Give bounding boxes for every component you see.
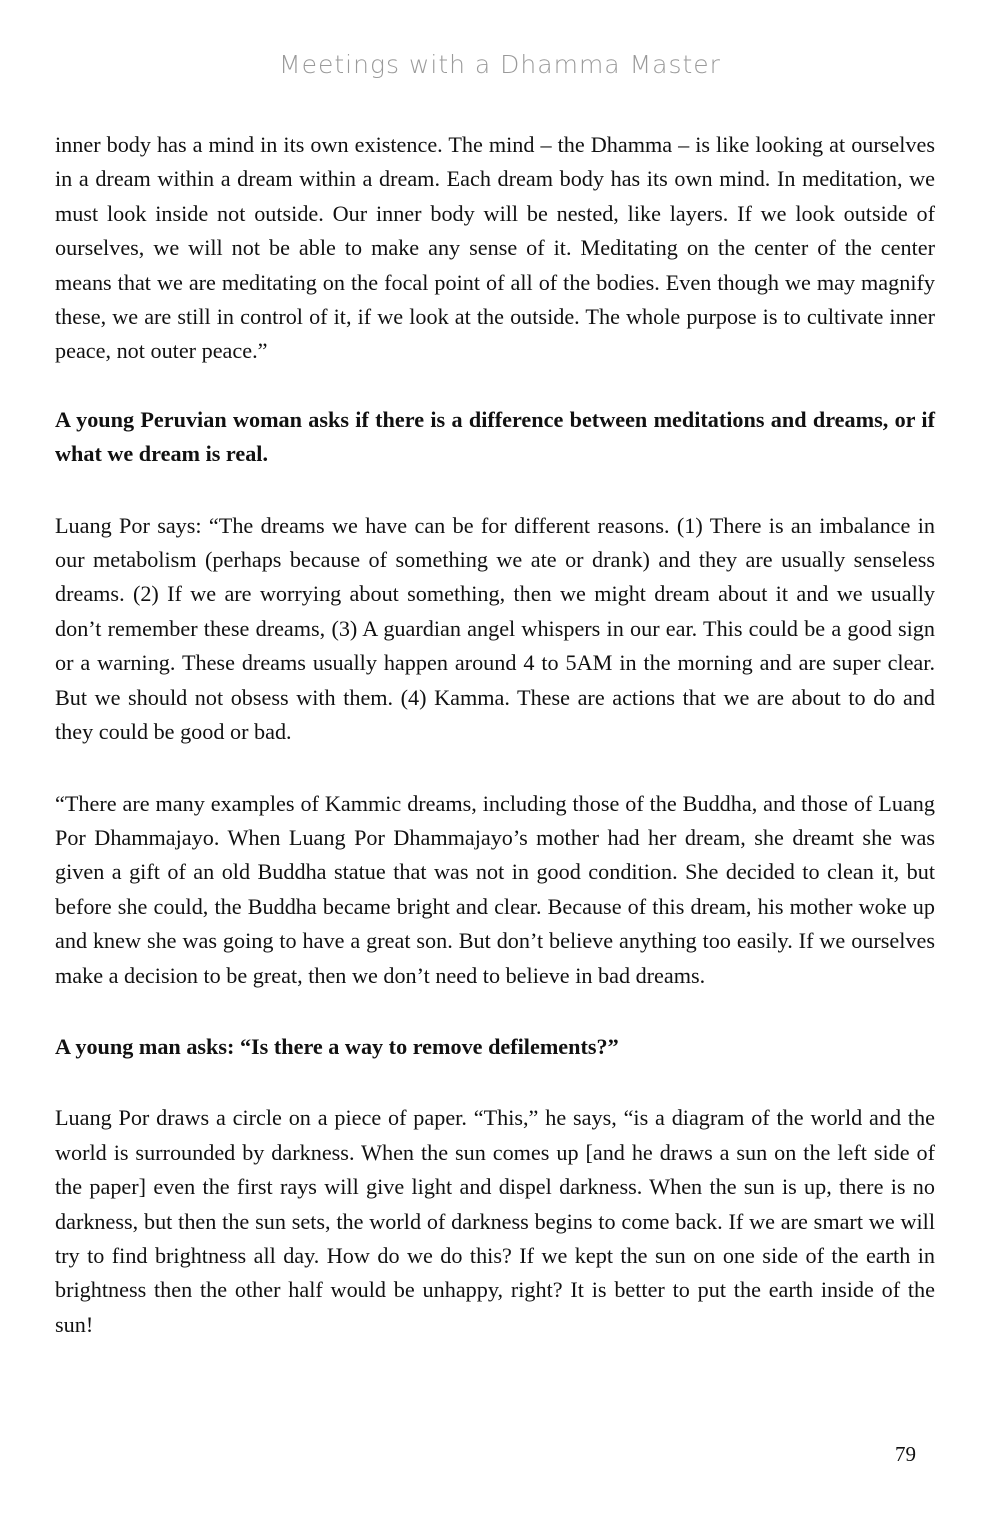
paragraph-gap: [55, 1064, 935, 1101]
running-head: Meetings with a Dhamma Master: [279, 50, 721, 79]
paragraph-gap: [55, 472, 935, 509]
page-number: 79: [895, 1442, 916, 1466]
paragraph-gap: [55, 993, 935, 1030]
paragraph-sun-diagram: Luang Por draws a circle on a piece of paper. “This,” he says, “is a diagram of the world and the world is surrounded by darkness. When the sun comes up [and he draws a sun on the left side of the paper] even the first rays will give light and dispel darkness. When the sun is up, there is no darkness, but then the sun sets, the world of darkness begins to come back. If we are smart we will try to find brightness all day. How do we do this? If we kept the sun on one side of the earth in brightness then the other half would be unhappy, right? It is better to put the earth inside of the sun!: [55, 1105, 935, 1337]
paragraph-gap: [55, 750, 935, 787]
paragraph-dream-reasons: Luang Por says: “The dreams we have can be for different reasons. (1) There is an imbalance in our metabolism (perhaps because of something we ate or drank) and they are usually senseless dreams. (2) If we are worrying about something, then we might dream about it and we usually don’t remember these dreams, (3) A guardian angel whispers in our ear. This could be a good sign or a warning. These dreams usually happen around 4 to 5AM in the morning and are super clear. But we should not obsess with them. (4) Kamma. These are actions that we are about to do and they could be good or bad.: [55, 512, 935, 745]
paragraph-gap: [55, 369, 935, 403]
question-peruvian-woman: A young Peruvian woman asks if there is a difference between meditations and dreams, or if what we dream is real.: [55, 406, 935, 467]
paragraph-kammic-dreams: “There are many examples of Kammic dreams, including those of the Buddha, and those of Luang Por Dhammajayo. When Luang Por Dhammajayo’s mother had her dream, she dreamt she was given a gift of an old Buddha statue that was not in good condition. She decided to clean it, but before she could, the Buddha became bright and clear. Because of this dream, his mother woke up and knew she was going to have a great son. But don’t believe anything too easily. If we ourselves make a decision to be great, then we don’t need to believe in bad dreams.: [55, 790, 935, 988]
page-body: [55, 128, 935, 1342]
question-young-man: A young man asks: “Is there a way to remove defilements?”: [55, 1033, 619, 1059]
paragraph-continued: inner body has a mind in its own existence. The mind – the Dhamma – is like looking at ourselves in a dream within a dream within a dream. Each dream body has its own mind. In meditation, we must look inside not outside. Our inner body will be nested, like layers. If we look outside of ourselves, we will not be able to make any sense of it. Meditating on the center of the center means that we are meditating on the focal point of all of the bodies. Even though we may magnify these, we are still in control of it, if we look at the outside. The whole purpose is to cultivate inner peace, not outer peace.”: [55, 132, 935, 364]
